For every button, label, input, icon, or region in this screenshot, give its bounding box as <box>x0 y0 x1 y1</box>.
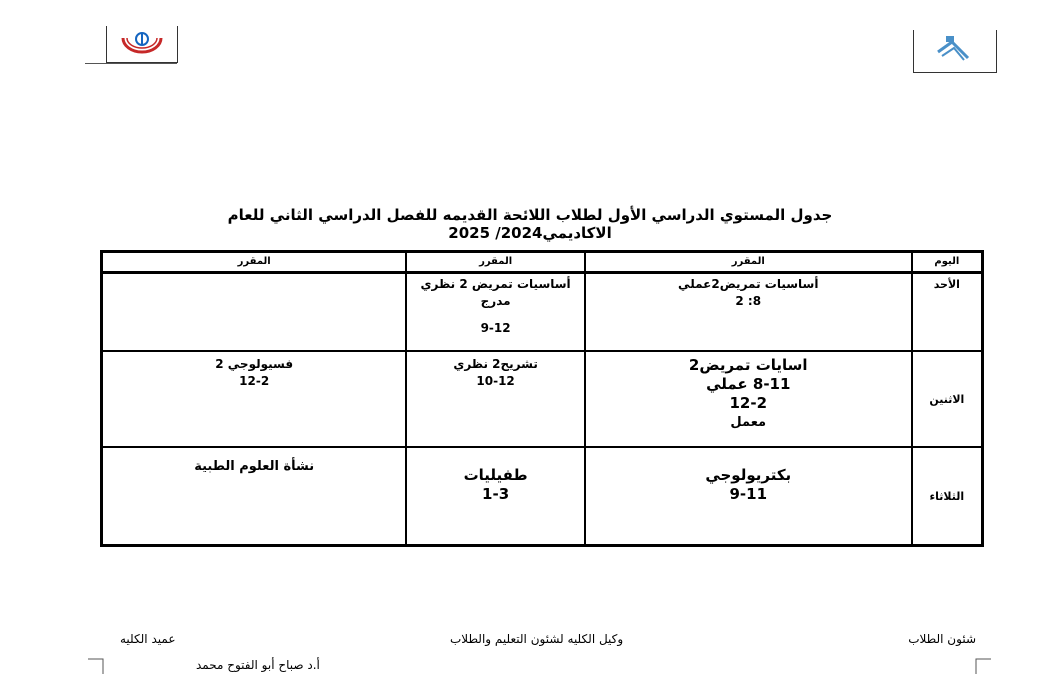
logo-underline <box>85 63 177 64</box>
course-line: تشريح2 نظري <box>453 357 538 371</box>
course-line: اسايات تمريض2 <box>688 356 808 374</box>
course-line: 1-3 <box>482 485 510 503</box>
course-line: 8: 2 <box>735 294 762 308</box>
seal-icon <box>119 28 165 58</box>
course-line: 12-2 <box>239 374 270 388</box>
schedule-title: جدول المستوي الدراسي الأول لطلاب اللائحة القديمه للفصل الدراسي الثاني للعام الاكاديمي2024/ 2025 <box>227 206 833 242</box>
course-line: فسيولوجي 2 <box>215 357 294 371</box>
day-cell: الثلاثاء <box>912 447 983 546</box>
course-line: 12-2 <box>729 394 768 412</box>
course-cell <box>406 447 584 546</box>
course-line: بكتريولوجي <box>705 466 792 484</box>
course-cell <box>406 273 584 352</box>
corner-mark-icon <box>975 658 991 674</box>
course-line: طفيليات <box>463 466 528 484</box>
faculty-logo <box>106 26 178 63</box>
course-cell <box>585 351 912 447</box>
footer-vice-dean: وكيل الكليه لشئون التعليم والطلاب <box>450 632 624 646</box>
course-line: 9-11 <box>729 485 768 503</box>
course-cell <box>102 447 407 546</box>
header-course: المقرر <box>585 252 912 273</box>
course-line: 10-12 <box>476 374 515 388</box>
course-cell-empty <box>102 273 407 352</box>
day-cell: الأحد <box>912 273 983 352</box>
course-cell <box>102 351 407 447</box>
corner-mark-icon <box>88 658 104 674</box>
table-row <box>102 273 983 352</box>
course-cell <box>585 273 912 352</box>
course-cell <box>585 447 912 546</box>
table-header-row <box>102 252 983 273</box>
course-line: أساسيات تمريض 2 نظري <box>420 277 571 291</box>
footer-dean: عميد الكليه <box>120 632 176 646</box>
day-cell: الاثنين <box>912 351 983 447</box>
table-row <box>102 351 983 447</box>
course-line: مدرج <box>480 294 511 308</box>
university-logo <box>913 30 997 73</box>
course-line: معمل <box>730 415 767 430</box>
header-course: المقرر <box>102 252 407 273</box>
course-cell <box>406 351 584 447</box>
table-row <box>102 447 983 546</box>
course-line: 8-11 عملي <box>706 375 791 393</box>
header-course: المقرر <box>406 252 584 273</box>
footer-student-affairs: شئون الطلاب <box>908 632 976 646</box>
dean-name: أ.د صباح أبو الفتوح محمد <box>196 658 320 672</box>
book-icon <box>934 32 974 66</box>
course-line: أساسيات تمريض2عملي <box>678 277 819 291</box>
course-line: نشأة العلوم الطبية <box>194 459 315 474</box>
header-day: اليوم <box>912 252 983 273</box>
schedule-table <box>100 250 984 547</box>
course-line: 9-12 <box>480 321 511 335</box>
